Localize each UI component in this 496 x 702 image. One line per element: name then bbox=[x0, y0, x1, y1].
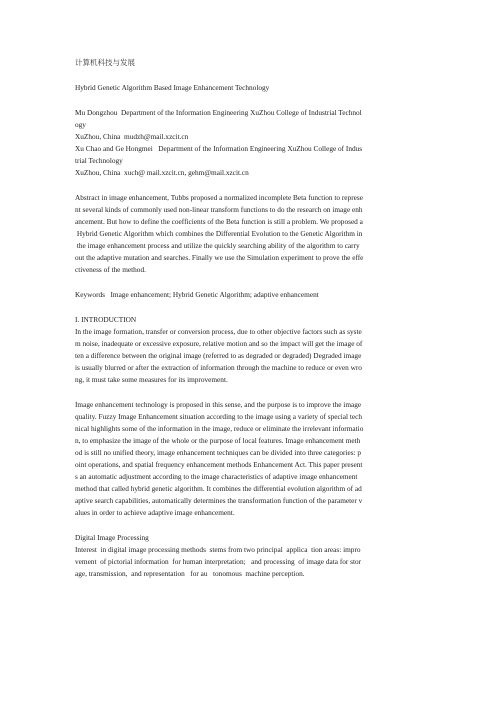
intro-paragraph-1 bbox=[75, 326, 425, 386]
author-line: Xu Chao and Ge Hongmei Department of the Information Engineering XuZhou College of Indus bbox=[75, 144, 363, 153]
paragraph-line: nical highlights some of the information in the image, reduce or eliminate the irrelevant informatio bbox=[75, 424, 364, 433]
spacer bbox=[75, 94, 425, 107]
paragraph-line: oint operations, and spatial frequency enhancement methods Enhancement Act. This paper present bbox=[75, 460, 363, 469]
paragraph-line: method that called hybrid genetic algorithm. It combines the differential evolution algorithm of ad bbox=[75, 484, 362, 493]
abstract bbox=[75, 192, 425, 276]
paragraph-line: Interest in digital image processing methods stems from two principal applica tion areas: impro bbox=[75, 545, 361, 554]
paragraph-line: od is still no unified theory, image enhancement techniques can be divided into three categories: p bbox=[75, 448, 362, 457]
spacer bbox=[75, 301, 425, 314]
author-line: Mu Dongzhou Department of the Information Engineering XuZhou College of Industrial Technol bbox=[75, 108, 362, 117]
author-line: XuZhou, China xuch@ mail.xzcit.cn, gehm@mail.xzcit.cn bbox=[75, 168, 249, 177]
spacer bbox=[75, 69, 425, 82]
document-body bbox=[75, 57, 425, 580]
paragraph-line: m noise, inadequate or excessive exposure, relative motion and so the impact will get the image of bbox=[75, 339, 363, 348]
paragraph-line: ng, it must take some measures for its improvement. bbox=[75, 375, 228, 384]
paragraph-line: vement of pictorial information for human interpretation; and processing of image data for stor bbox=[75, 557, 362, 566]
paragraph-line: n, to emphasize the image of the whole or the purpose of local features. Image enhancement meth bbox=[75, 436, 361, 445]
abstract-line: Hybrid Genetic Algorithm which combines the Differential Evolution to the Genetic Algorithm in bbox=[75, 229, 363, 238]
author-line: ogy bbox=[75, 120, 86, 129]
abstract-line: out the adaptive mutation and searches. Finally we use the Simulation experiment to prove the effe bbox=[75, 253, 364, 262]
spacer bbox=[75, 276, 425, 289]
author-block bbox=[75, 107, 425, 179]
spacer bbox=[75, 386, 425, 399]
section-heading-digital-image-processing: Digital Image Processing bbox=[75, 533, 149, 542]
paragraph-line: is usually blurred or after the extraction of information through the machine to reduce or even wro bbox=[75, 363, 362, 372]
paragraph-line: Image enhancement technology is proposed in this sense, and the purpose is to improve the image bbox=[75, 400, 362, 409]
paragraph-line: s an automatic adjustment according to the image characteristics of adaptive image enhancement bbox=[75, 472, 358, 481]
paragraph-line: alues in order to achieve adaptive image enhancement. bbox=[75, 508, 235, 517]
section-heading-introduction: I. INTRODUCTION bbox=[75, 315, 137, 324]
abstract-line: nt several kinds of commonly used non-linear transform functions to do the research on image enh bbox=[75, 205, 363, 214]
paragraph-line: ten a difference between the original image (referred to as degraded or degraded) Degraded image bbox=[75, 351, 362, 360]
author-line: trial Technology bbox=[75, 156, 123, 165]
paragraph-line: In the image formation, transfer or conversion process, due to other objective factors such as syste bbox=[75, 327, 362, 336]
paragraph-line: age, transmission, and representation for au tonomous machine perception. bbox=[75, 569, 305, 578]
spacer bbox=[75, 519, 425, 532]
paragraph-line: aptive search capabilities, automatically determines the transformation function of the parameter v bbox=[75, 496, 363, 505]
abstract-line: ancement. But how to define the coefficients of the Beta function is still a problem. We proposed a bbox=[75, 217, 363, 226]
paper-title: Hybrid Genetic Algorithm Based Image Enhancement Technology bbox=[75, 83, 270, 92]
abstract-line: ctiveness of the method. bbox=[75, 265, 146, 274]
abstract-line: Abstract in image enhancement, Tubbs proposed a normalized incomplete Beta function to represe bbox=[75, 193, 363, 202]
paragraph-line: quality. Fuzzy Image Enhancement situation according to the image using a variety of special tech bbox=[75, 412, 363, 421]
dip-paragraph bbox=[75, 544, 425, 580]
abstract-line: the image enhancement process and utilize the quickly searching ability of the algorithm to carry bbox=[75, 241, 360, 250]
intro-paragraph-2 bbox=[75, 399, 425, 519]
keywords: Keywords Image enhancement; Hybrid Genetic Algorithm; adaptive enhancement bbox=[75, 290, 319, 299]
spacer bbox=[75, 179, 425, 192]
author-line: XuZhou, China mudzh@mail.xzcit.cn bbox=[75, 132, 189, 141]
journal-header: 计算机科技与发展 bbox=[75, 58, 135, 67]
